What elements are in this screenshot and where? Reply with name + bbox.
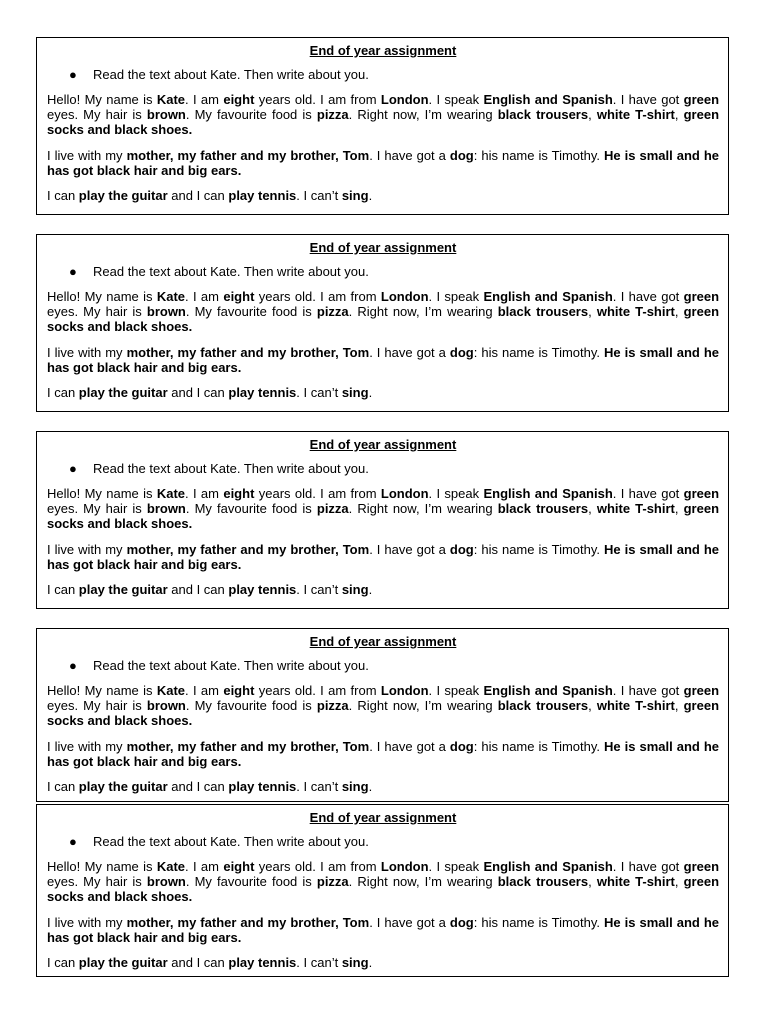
text-run: , <box>674 698 684 714</box>
bold-text-run: He is small and he has got black hair and big ears. <box>47 147 720 178</box>
text-run: . I am <box>185 859 224 874</box>
bold-text-run: green <box>683 859 720 874</box>
text-run: . I speak <box>428 683 484 698</box>
bold-text-run: London <box>380 486 429 501</box>
bold-text-run: London <box>380 289 429 304</box>
bold-text-run: London <box>380 683 429 698</box>
bold-text-run: sing <box>341 582 369 598</box>
text-run: , <box>674 874 684 890</box>
paragraph-family <box>47 345 719 375</box>
bold-text-run: mother, my father and my brother, Tom <box>126 344 370 360</box>
paragraph-abilities <box>47 188 719 203</box>
bold-text-run: pizza <box>316 698 349 714</box>
text-run: , <box>588 107 597 123</box>
bold-text-run: black trousers <box>497 501 589 517</box>
text-run: eyes. My hair is <box>47 874 147 890</box>
text-run: eyes. My hair is <box>47 107 147 123</box>
paragraph-family <box>47 148 719 178</box>
bold-text-run: Kate <box>156 859 186 874</box>
bold-text-run: Kate <box>156 92 186 107</box>
instruction-text: Read the text about Kate. Then write about you. <box>93 658 369 673</box>
text-run: eyes. My hair is <box>47 698 147 714</box>
text-run: : his name is Timothy. <box>473 738 605 754</box>
bold-text-run: He is small and he has got black hair and big ears. <box>47 738 720 769</box>
bold-text-run: English and Spanish <box>483 859 613 874</box>
bold-text-run: eight <box>223 289 255 304</box>
bold-text-run: London <box>380 92 429 107</box>
text-run: . Right now, I’m wearing <box>348 874 498 890</box>
text-run: . I am <box>185 92 224 107</box>
paragraph-intro <box>47 486 719 532</box>
text-run: . Right now, I’m wearing <box>348 304 498 320</box>
bold-text-run: brown <box>146 874 186 890</box>
text-run: years old. I am from <box>254 486 381 501</box>
text-run: and I can <box>167 955 229 971</box>
bold-text-run: white T-shirt <box>596 698 675 714</box>
bold-text-run: London <box>380 859 429 874</box>
text-run: Hello! My name is <box>47 859 157 874</box>
bold-text-run: mother, my father and my brother, Tom <box>126 541 370 557</box>
bold-text-run: play tennis <box>228 582 297 598</box>
bold-text-run: eight <box>223 859 255 874</box>
bold-text-run: brown <box>146 304 186 320</box>
text-run: . I am <box>185 486 224 501</box>
bold-text-run: Kate <box>156 289 186 304</box>
bold-text-run: dog <box>449 738 474 754</box>
bold-text-run: play tennis <box>228 779 297 795</box>
text-run: , <box>674 304 684 320</box>
instruction-item <box>47 67 719 82</box>
text-run: . <box>368 582 373 598</box>
text-run: . I have got a <box>369 738 450 754</box>
text-run: . I speak <box>428 486 484 501</box>
bold-text-run: play the guitar <box>78 188 168 204</box>
bold-text-run: green socks and black shoes. <box>47 501 720 532</box>
card-title: End of year assignment <box>309 810 457 825</box>
instruction-text: Read the text about Kate. Then write about you. <box>93 461 369 476</box>
paragraph-intro <box>47 859 719 905</box>
text-run: . I can’t <box>296 188 342 204</box>
paragraph-abilities <box>47 385 719 400</box>
text-run: and I can <box>167 385 229 401</box>
bold-text-run: play tennis <box>228 385 297 401</box>
card-title: End of year assignment <box>309 43 457 58</box>
text-run: Hello! My name is <box>47 92 157 107</box>
bold-text-run: eight <box>223 486 255 501</box>
instruction-text: Read the text about Kate. Then write about you. <box>93 67 369 82</box>
paragraph-abilities <box>47 955 719 970</box>
bold-text-run: English and Spanish <box>483 683 613 698</box>
bold-text-run: play the guitar <box>78 582 168 598</box>
bold-text-run: pizza <box>316 501 349 517</box>
card-title: End of year assignment <box>309 634 457 649</box>
text-run: and I can <box>167 779 229 795</box>
text-run: years old. I am from <box>254 859 381 874</box>
text-run: . I can’t <box>296 779 342 795</box>
paragraph-intro <box>47 683 719 729</box>
bold-text-run: white T-shirt <box>596 304 675 320</box>
text-run: I can <box>47 582 79 598</box>
text-run: Hello! My name is <box>47 683 157 698</box>
text-run: Hello! My name is <box>47 486 157 501</box>
bold-text-run: green socks and black shoes. <box>47 304 720 335</box>
bold-text-run: green <box>683 486 720 501</box>
text-run: , <box>588 501 597 517</box>
text-run: Hello! My name is <box>47 289 157 304</box>
text-run: years old. I am from <box>254 289 381 304</box>
bold-text-run: green socks and black shoes. <box>47 874 720 905</box>
bullet-icon: ● <box>69 264 77 279</box>
paragraph-family <box>47 739 719 769</box>
bold-text-run: dog <box>449 147 474 163</box>
card-title: End of year assignment <box>309 240 457 255</box>
text-run: , <box>674 501 684 517</box>
paragraph-family <box>47 542 719 572</box>
text-run: . <box>368 955 373 971</box>
card-title: End of year assignment <box>309 437 457 452</box>
bold-text-run: mother, my father and my brother, Tom <box>126 914 370 930</box>
paragraph-abilities <box>47 779 719 794</box>
paragraph-family <box>47 915 719 945</box>
assignment-card-4 <box>36 628 729 802</box>
bold-text-run: He is small and he has got black hair and big ears. <box>47 914 720 945</box>
text-run: . I have got a <box>369 914 450 930</box>
text-run: . I have got <box>612 859 684 874</box>
bold-text-run: black trousers <box>497 698 589 714</box>
text-run: : his name is Timothy. <box>473 541 605 557</box>
bullet-icon: ● <box>69 461 77 476</box>
text-run: . I speak <box>428 859 484 874</box>
bold-text-run: sing <box>341 188 369 204</box>
bold-text-run: brown <box>146 501 186 517</box>
text-run: . I have got <box>612 486 684 501</box>
text-run: I live with my <box>47 914 127 930</box>
bold-text-run: black trousers <box>497 107 589 123</box>
bold-text-run: black trousers <box>497 874 589 890</box>
bold-text-run: brown <box>146 107 186 123</box>
text-run: I can <box>47 188 79 204</box>
bold-text-run: play the guitar <box>78 955 168 971</box>
bold-text-run: dog <box>449 344 474 360</box>
text-run: . I have got a <box>369 541 450 557</box>
bold-text-run: sing <box>341 955 369 971</box>
text-run: . Right now, I’m wearing <box>348 501 498 517</box>
bold-text-run: green <box>683 92 720 107</box>
bold-text-run: play tennis <box>228 188 297 204</box>
text-run: I can <box>47 955 79 971</box>
text-run: eyes. My hair is <box>47 304 147 320</box>
bold-text-run: green <box>683 289 720 304</box>
text-run: . I have got a <box>369 147 450 163</box>
bold-text-run: green <box>683 683 720 698</box>
text-run: : his name is Timothy. <box>473 344 605 360</box>
bold-text-run: eight <box>223 92 255 107</box>
text-run: . I have got <box>612 289 684 304</box>
text-run: . I can’t <box>296 582 342 598</box>
text-run: : his name is Timothy. <box>473 147 605 163</box>
text-run: and I can <box>167 188 229 204</box>
bold-text-run: dog <box>449 914 474 930</box>
assignment-card-1 <box>36 37 729 215</box>
text-run: , <box>674 107 684 123</box>
instruction-item <box>47 461 719 476</box>
bullet-icon: ● <box>69 658 77 673</box>
bold-text-run: dog <box>449 541 474 557</box>
bold-text-run: mother, my father and my brother, Tom <box>126 147 370 163</box>
bold-text-run: white T-shirt <box>596 107 675 123</box>
bold-text-run: mother, my father and my brother, Tom <box>126 738 370 754</box>
bold-text-run: white T-shirt <box>596 874 675 890</box>
text-run: , <box>588 304 597 320</box>
text-run: eyes. My hair is <box>47 501 147 517</box>
bold-text-run: English and Spanish <box>483 289 613 304</box>
bold-text-run: play the guitar <box>78 385 168 401</box>
text-run: : his name is Timothy. <box>473 914 605 930</box>
instruction-item <box>47 658 719 673</box>
bold-text-run: Kate <box>156 486 186 501</box>
text-run: . I can’t <box>296 385 342 401</box>
text-run: . My favourite food is <box>185 304 317 320</box>
text-run: , <box>588 874 597 890</box>
text-run: . I speak <box>428 92 484 107</box>
text-run: . Right now, I’m wearing <box>348 698 498 714</box>
bold-text-run: play tennis <box>228 955 297 971</box>
bold-text-run: brown <box>146 698 186 714</box>
text-run: . My favourite food is <box>185 501 317 517</box>
bold-text-run: white T-shirt <box>596 501 675 517</box>
text-run: . <box>368 188 373 204</box>
text-run: . Right now, I’m wearing <box>348 107 498 123</box>
text-run: . I have got a <box>369 344 450 360</box>
bold-text-run: He is small and he has got black hair and big ears. <box>47 541 720 572</box>
bullet-icon: ● <box>69 67 77 82</box>
bold-text-run: Kate <box>156 683 186 698</box>
bold-text-run: English and Spanish <box>483 92 613 107</box>
text-run: , <box>588 698 597 714</box>
bullet-icon: ● <box>69 834 77 849</box>
text-run: I live with my <box>47 541 127 557</box>
instruction-text: Read the text about Kate. Then write about you. <box>93 834 369 849</box>
bold-text-run: play the guitar <box>78 779 168 795</box>
text-run: . My favourite food is <box>185 874 317 890</box>
assignment-card-5 <box>36 804 729 977</box>
bold-text-run: English and Spanish <box>483 486 613 501</box>
bold-text-run: sing <box>341 385 369 401</box>
text-run: . I have got <box>612 683 684 698</box>
text-run: I live with my <box>47 738 127 754</box>
bold-text-run: pizza <box>316 304 349 320</box>
text-run: years old. I am from <box>254 683 381 698</box>
instruction-text: Read the text about Kate. Then write about you. <box>93 264 369 279</box>
paragraph-abilities <box>47 582 719 597</box>
paragraph-intro <box>47 289 719 335</box>
bold-text-run: green socks and black shoes. <box>47 698 720 729</box>
text-run: . I am <box>185 289 224 304</box>
bold-text-run: eight <box>223 683 255 698</box>
text-run: . My favourite food is <box>185 698 317 714</box>
text-run: . My favourite food is <box>185 107 317 123</box>
instruction-item <box>47 264 719 279</box>
paragraph-intro <box>47 92 719 138</box>
text-run: I can <box>47 779 79 795</box>
assignment-card-2 <box>36 234 729 412</box>
text-run: years old. I am from <box>254 92 381 107</box>
bold-text-run: pizza <box>316 107 349 123</box>
text-run: and I can <box>167 582 229 598</box>
text-run: I live with my <box>47 147 127 163</box>
text-run: . I speak <box>428 289 484 304</box>
text-run: . I have got <box>612 92 684 107</box>
text-run: . <box>368 385 373 401</box>
bold-text-run: black trousers <box>497 304 589 320</box>
bold-text-run: He is small and he has got black hair and big ears. <box>47 344 720 375</box>
bold-text-run: sing <box>341 779 369 795</box>
text-run: . I can’t <box>296 955 342 971</box>
bold-text-run: green socks and black shoes. <box>47 107 720 138</box>
assignment-card-3 <box>36 431 729 609</box>
text-run: . <box>368 779 373 795</box>
text-run: I can <box>47 385 79 401</box>
bold-text-run: pizza <box>316 874 349 890</box>
text-run: . I am <box>185 683 224 698</box>
text-run: I live with my <box>47 344 127 360</box>
instruction-item <box>47 834 719 849</box>
